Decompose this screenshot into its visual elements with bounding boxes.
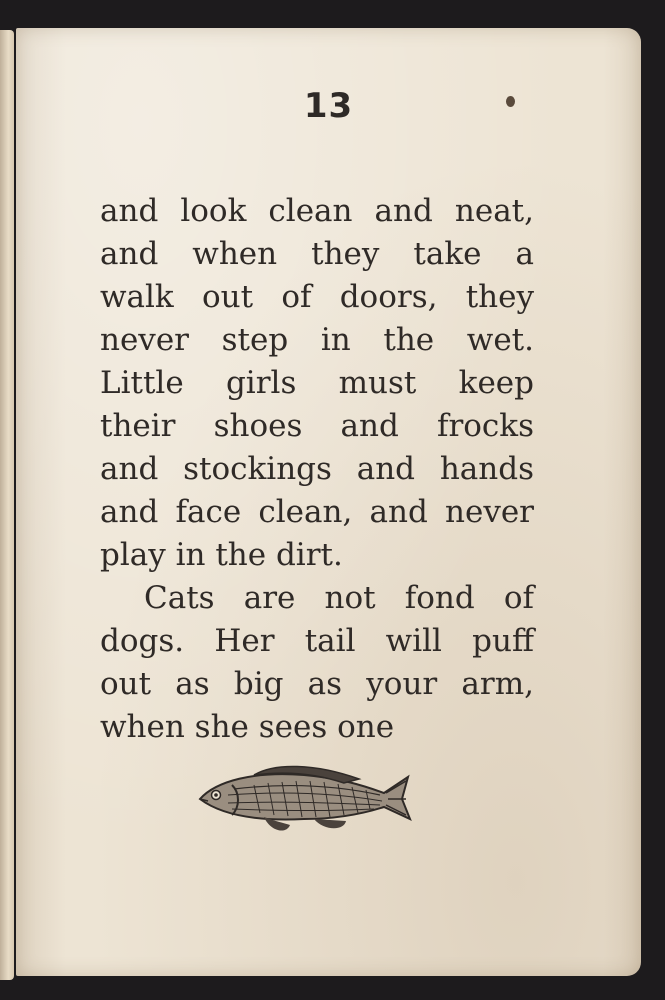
text-line: play in the dirt. bbox=[100, 537, 343, 573]
text-line: walk out of doors, they bbox=[100, 279, 534, 315]
page-number: 13 bbox=[303, 86, 354, 126]
ink-spot bbox=[506, 96, 515, 107]
text-line: dogs. Her tail will puff bbox=[100, 623, 534, 659]
text-line: and look clean and neat, bbox=[100, 193, 534, 229]
text-line: never step in the wet. bbox=[100, 322, 534, 358]
fish-illustration bbox=[194, 763, 414, 841]
text-line: Cats are not fond of bbox=[144, 580, 534, 616]
text-line: out as big as your arm, bbox=[100, 666, 534, 702]
text-line: Little girls must keep bbox=[100, 365, 534, 401]
body-text bbox=[100, 190, 534, 749]
text-line: their shoes and frocks bbox=[100, 408, 534, 444]
book-page bbox=[16, 28, 641, 976]
text-line: and stockings and hands bbox=[100, 451, 534, 487]
text-line: and when they take a bbox=[100, 236, 534, 272]
left-page-edge bbox=[0, 30, 14, 980]
text-line: and face clean, and never bbox=[100, 494, 534, 530]
text-line: when she sees one bbox=[100, 709, 395, 745]
